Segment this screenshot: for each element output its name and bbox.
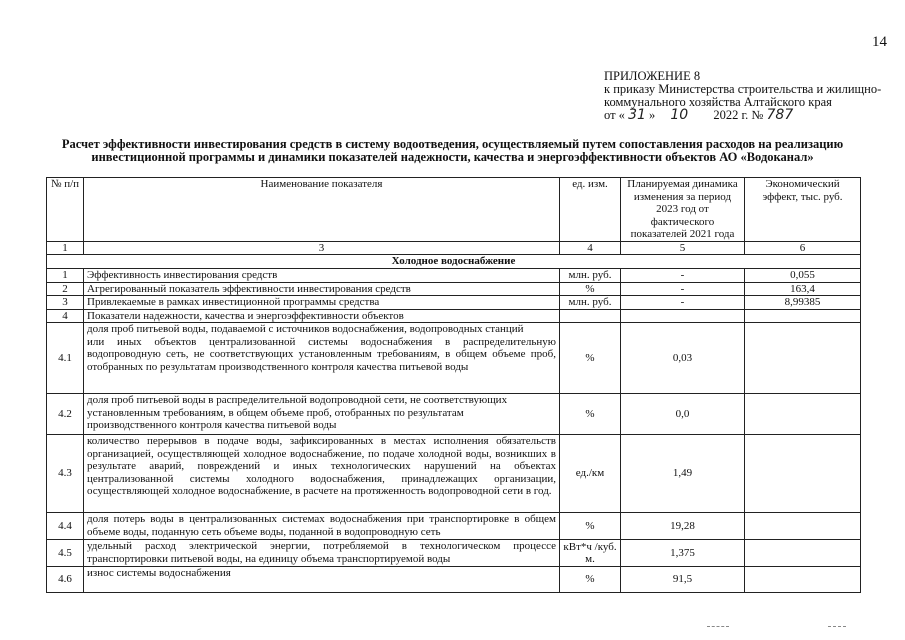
row-unit: кВт*ч /куб. м. bbox=[560, 540, 621, 567]
column-numbers-row bbox=[47, 241, 861, 255]
header-num: № п/п bbox=[47, 178, 84, 242]
table-row bbox=[47, 513, 861, 540]
row-plan: 0,03 bbox=[621, 323, 745, 394]
row-unit: ед./км bbox=[560, 435, 621, 513]
row-name: доля потерь воды в централизованных системах водоснабжения при транспортировке в общем объеме воды, поданную сеть объеме воды, поданной в водопроводную сеть bbox=[84, 513, 560, 540]
document-title bbox=[30, 138, 875, 164]
header-unit: ед. изм. bbox=[560, 178, 621, 242]
header-effect: Экономический эффект, тыс. руб. bbox=[745, 178, 861, 242]
row-num: 4.4 bbox=[47, 513, 84, 540]
row-num: 4.2 bbox=[47, 394, 84, 435]
row-unit: % bbox=[560, 394, 621, 435]
row-unit: % bbox=[560, 323, 621, 394]
header-plan: Планируемая динамика изменения за период 2023 год от фактического показателей 2021 года bbox=[621, 178, 745, 242]
row-plan bbox=[621, 309, 745, 323]
appendix-order-line2: коммунального хозяйства Алтайского края bbox=[604, 95, 832, 109]
row-effect bbox=[745, 513, 861, 540]
row-plan: 1,375 bbox=[621, 540, 745, 567]
row-name: Привлекаемые в рамках инвестиционной программы средства bbox=[84, 296, 560, 310]
title-line2: инвестиционной программы и динамики показателей надежности, качества и энергоэффективности объектов АО «Водоканал» bbox=[91, 150, 814, 164]
row-num: 4.1 bbox=[47, 323, 84, 394]
row-name: Агрегированный показатель эффективности инвестирования средств bbox=[84, 282, 560, 296]
table-row bbox=[47, 394, 861, 435]
table-row bbox=[47, 540, 861, 567]
row-num: 4.6 bbox=[47, 567, 84, 593]
row-plan: 0,0 bbox=[621, 394, 745, 435]
title-line1: Расчет эффективности инвестирования средств в систему водоотведения, осуществляемый путем сопоставления расходов на реализацию bbox=[61, 137, 844, 151]
date-day-handwritten: 31 bbox=[628, 107, 646, 123]
row-unit: % bbox=[560, 282, 621, 296]
row-effect: 0,055 bbox=[745, 269, 861, 283]
row-plan: - bbox=[621, 269, 745, 283]
table-row bbox=[47, 296, 861, 310]
table-row bbox=[47, 269, 861, 283]
appendix-order-line1: к приказу Министерства строительства и жилищно- bbox=[604, 82, 882, 96]
row-effect bbox=[745, 567, 861, 593]
row-name: доля проб питьевой воды в распределительной водопроводной сети, не соответствующих установленным требованиям, в общем объеме проб, отобранных по результатам производственного контроля качества питьевой воды bbox=[84, 394, 560, 435]
appendix-block bbox=[604, 70, 881, 122]
row-effect bbox=[745, 323, 861, 394]
row-name bbox=[84, 323, 560, 394]
col-number: 1 bbox=[47, 241, 84, 255]
section-row bbox=[47, 255, 861, 269]
row-plan: 91,5 bbox=[621, 567, 745, 593]
order-number-handwritten: 787 bbox=[766, 107, 794, 123]
row-unit: % bbox=[560, 567, 621, 593]
header-name: Наименование показателя bbox=[84, 178, 560, 242]
row-name-part: или иных объектов централизованной системы водоснабжения в распределительную водопроводную сеть, не соответствующих установленным требованиям, в общем объеме проб, отобранных по результатам производственного контроля качества питьевой воды bbox=[87, 335, 556, 373]
row-num: 4.5 bbox=[47, 540, 84, 567]
table-row bbox=[47, 309, 861, 323]
row-unit: % bbox=[560, 513, 621, 540]
col-number: 5 bbox=[621, 241, 745, 255]
indicators-table bbox=[46, 177, 861, 593]
row-name: износ системы водоснабжения bbox=[84, 567, 560, 593]
col-number: 6 bbox=[745, 241, 861, 255]
row-num: 2 bbox=[47, 282, 84, 296]
row-effect bbox=[745, 435, 861, 513]
row-num: 4 bbox=[47, 309, 84, 323]
date-year: 2022 г. № bbox=[713, 108, 764, 122]
row-plan: 19,28 bbox=[621, 513, 745, 540]
scan-mark bbox=[707, 626, 729, 628]
row-name-part: доля проб питьевой воды, подаваемой с источников водоснабжения, водопроводных станций bbox=[87, 323, 524, 335]
row-effect bbox=[745, 540, 861, 567]
appendix-title: ПРИЛОЖЕНИЕ 8 bbox=[604, 69, 701, 83]
row-effect bbox=[745, 394, 861, 435]
table-row bbox=[47, 435, 861, 513]
row-name: Показатели надежности, качества и энергоэффективности объектов bbox=[84, 309, 560, 323]
table-row bbox=[47, 567, 861, 593]
row-name: количество перерывов в подаче воды, зафиксированных в местах исполнения обязательств организацией, осуществляющей холодное водоснабжение, по подаче холодной воды, возникших в результате аварий, повреждений и иных технологических нарушений на объектах централизованной системы холодного водоснабжения, принадлежащих организации, осуществляющей холодное водоснабжение, в расчете на протяженность водопроводной сети в год. bbox=[84, 435, 560, 513]
date-mid: » bbox=[649, 108, 656, 122]
section-title: Холодное водоснабжение bbox=[47, 255, 861, 269]
col-number: 3 bbox=[84, 241, 560, 255]
row-num: 3 bbox=[47, 296, 84, 310]
row-num: 4.3 bbox=[47, 435, 84, 513]
page-number: 14 bbox=[872, 34, 887, 50]
col-number: 4 bbox=[560, 241, 621, 255]
row-plan: - bbox=[621, 282, 745, 296]
row-effect: 163,4 bbox=[745, 282, 861, 296]
table-row bbox=[47, 323, 861, 394]
appendix-date-line bbox=[604, 109, 881, 122]
row-plan: - bbox=[621, 296, 745, 310]
row-unit: млн. руб. bbox=[560, 269, 621, 283]
scan-mark bbox=[828, 626, 846, 628]
row-name: удельный расход электрической энергии, потребляемой в технологическом процессе транспортировки питьевой воды, на единицу объема транспортируемой воды bbox=[84, 540, 560, 567]
row-name: Эффективность инвестирования средств bbox=[84, 269, 560, 283]
row-unit bbox=[560, 309, 621, 323]
table-row bbox=[47, 282, 861, 296]
row-effect: 8,99385 bbox=[745, 296, 861, 310]
row-effect bbox=[745, 309, 861, 323]
row-unit: млн. руб. bbox=[560, 296, 621, 310]
date-prefix: от « bbox=[604, 108, 625, 122]
row-plan: 1,49 bbox=[621, 435, 745, 513]
date-month-handwritten: 10 bbox=[670, 107, 689, 123]
row-num: 1 bbox=[47, 269, 84, 283]
header-row bbox=[47, 178, 861, 242]
